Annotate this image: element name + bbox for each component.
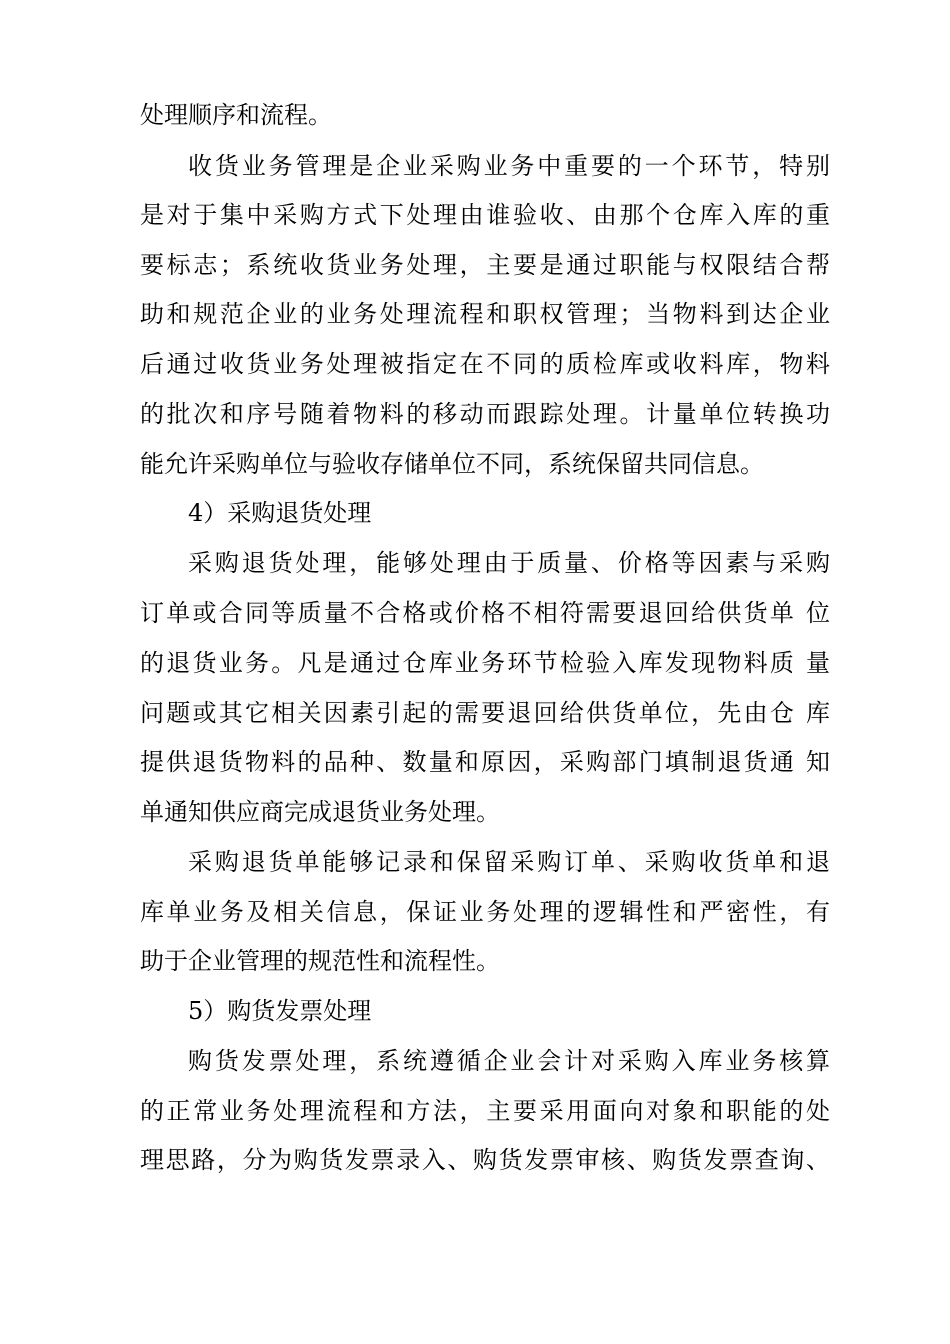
- text-line: 采购退货单能够记录和保留采购订单、采购收货单和退: [188, 848, 830, 876]
- text-line: 助和规范企业的业务处理流程和职权管理；当物料到达企业: [140, 300, 830, 328]
- section-heading: 4）采购退货处理: [188, 499, 372, 527]
- text-line: 单通知供应商完成退货业务处理。: [140, 798, 500, 826]
- text-line: 要标志；系统收货业务处理，主要是通过职能与权限结合帮: [140, 251, 830, 279]
- text-line: 是对于集中采购方式下处理由谁验收、由那个仓库入库的重: [140, 201, 830, 229]
- text-line: 问题或其它相关因素引起的需要退回给供货单位，先由仓 库: [140, 699, 830, 727]
- text-line: 的退货业务。凡是通过仓库业务环节检验入库发现物料质 量: [140, 649, 830, 677]
- text-line: 收货业务管理是企业采购业务中重要的一个环节，特别: [188, 152, 830, 180]
- text-line: 能允许采购单位与验收存储单位不同，系统保留共同信息。: [140, 450, 764, 478]
- text-line: 购货发票处理，系统遵循企业会计对采购入库业务核算: [188, 1047, 830, 1075]
- text-line: 理思路，分为购货发票录入、购货发票审核、购货发票查询、: [140, 1146, 830, 1174]
- text-line: 助于企业管理的规范性和流程性。: [140, 947, 500, 975]
- text-line: 订单或合同等质量不合格或价格不相符需要退回给供货单 位: [140, 599, 830, 627]
- section-heading: 5）购货发票处理: [188, 997, 372, 1025]
- text-line: 采购退货处理，能够处理由于质量、价格等因素与采购: [188, 549, 830, 577]
- text-line: 的批次和序号随着物料的移动而跟踪处理。计量单位转换功: [140, 400, 830, 428]
- text-line: 库单业务及相关信息，保证业务处理的逻辑性和严密性，有: [140, 898, 830, 926]
- text-line: 处理顺序和流程。: [140, 101, 332, 129]
- text-line: 的正常业务处理流程和方法，主要采用面向对象和职能的处: [140, 1097, 830, 1125]
- text-line: 后通过收货业务处理被指定在不同的质检库或收料库，物料: [140, 350, 830, 378]
- text-line: 提供退货物料的品种、数量和原因，采购部门填制退货通 知: [140, 748, 830, 776]
